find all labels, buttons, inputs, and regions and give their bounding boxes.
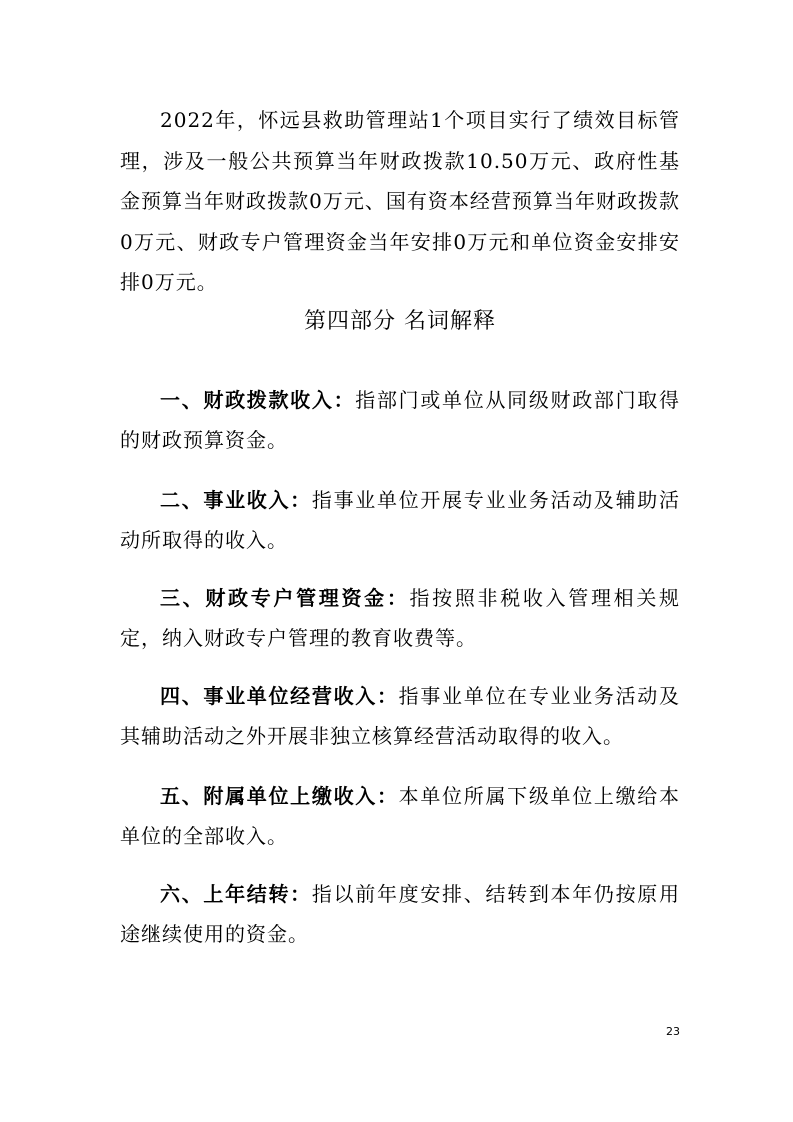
section-title: 第四部分 名词解释 — [304, 309, 496, 334]
definition-text: 本单位所属下级单位上缴给本单位的全部收入。 — [120, 784, 681, 848]
intro-paragraph: 2022年，怀远县救助管理站1个项目实行了绩效目标管理，涉及一般公共预算当年财政拨款10.50万元、政府性基金预算当年财政拨款0万元、国有资本经营预算当年财政拨款0万元、财政专户管理资金当年安排0万元和单位资金安排安排0万元。 — [120, 108, 680, 294]
definition-term: 五、附属单位上缴收入： — [160, 784, 399, 808]
definition-item — [120, 480, 680, 560]
definition-text: 指事业单位在专业业务活动及其辅助活动之外开展非独立核算经营活动取得的收入。 — [120, 684, 681, 748]
definition-item — [120, 776, 680, 856]
definition-item — [120, 676, 680, 756]
definition-term: 一、财政拨款收入： — [160, 388, 356, 412]
definition-term: 二、事业收入： — [160, 488, 312, 512]
definition-term: 六、上年结转： — [160, 882, 312, 906]
definition-term: 四、事业单位经营收入： — [160, 684, 399, 708]
definition-text: 指按照非税收入管理相关规定，纳入财政专户管理的教育收费等。 — [120, 586, 680, 650]
definition-text: 指部门或单位从同级财政部门取得的财政预算资金。 — [120, 388, 681, 452]
definition-term: 三、财政专户管理资金： — [160, 586, 410, 610]
definition-item — [120, 380, 680, 460]
definition-text: 指以前年度安排、结转到本年仍按原用途继续使用的资金。 — [120, 882, 681, 946]
page-number: 23 — [666, 1025, 680, 1038]
definition-item — [120, 874, 680, 954]
definition-text: 指事业单位开展专业业务活动及辅助活动所取得的收入。 — [120, 488, 681, 552]
definition-item — [120, 578, 680, 658]
